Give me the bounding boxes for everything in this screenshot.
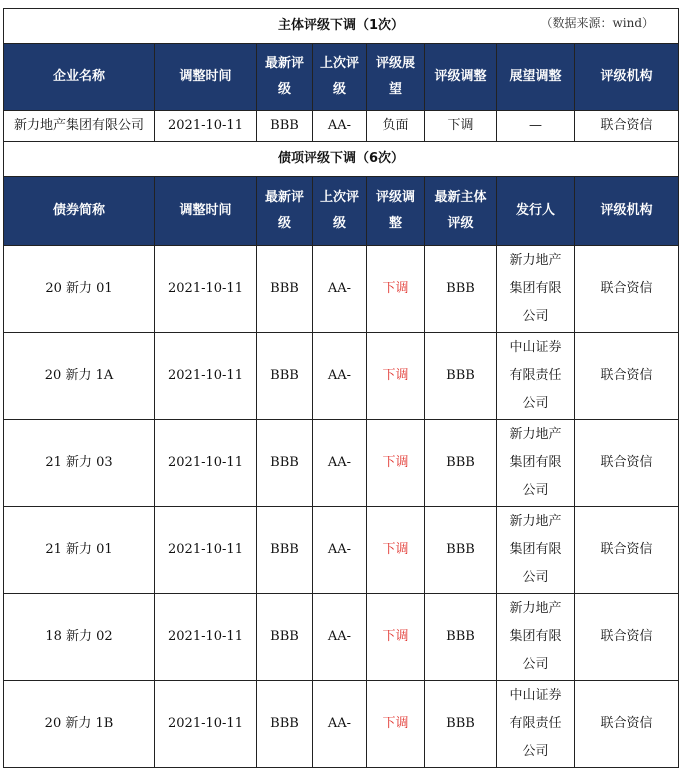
issuer: 中山证券有限责任公司: [497, 681, 575, 768]
rating-change: 下调: [367, 333, 425, 420]
bond-name: 20 新力 01: [4, 246, 155, 333]
column-header: 评级调整: [367, 177, 425, 246]
bond-section-title-row: [4, 142, 679, 177]
previous-rating: AA-: [313, 507, 367, 594]
column-header: 债券简称: [4, 177, 155, 246]
column-header: 评级机构: [575, 44, 679, 111]
previous-rating: AA-: [313, 681, 367, 768]
column-header: 上次评级: [313, 177, 367, 246]
latest-rating: BBB: [257, 507, 313, 594]
latest-rating: BBB: [257, 246, 313, 333]
column-header: 评级调整: [425, 44, 497, 111]
entity-section-title: 主体评级下调（1次）: [278, 18, 405, 33]
column-header: 评级机构: [575, 177, 679, 246]
bond-header-row: [4, 177, 679, 246]
adjust-date: 2021-10-11: [155, 507, 257, 594]
column-header: 展望调整: [497, 44, 575, 111]
previous-rating: AA-: [313, 333, 367, 420]
column-header: 调整时间: [155, 177, 257, 246]
rating-change: 下调: [367, 594, 425, 681]
table-row: [4, 111, 679, 142]
entity-header-row: [4, 44, 679, 111]
rating-agency: 联合资信: [575, 111, 679, 142]
rating-change: 下调: [367, 681, 425, 768]
bond-name: 21 新力 03: [4, 420, 155, 507]
entity-rating: BBB: [425, 681, 497, 768]
issuer: 中山证券有限责任公司: [497, 333, 575, 420]
latest-rating: BBB: [257, 333, 313, 420]
source-note: （数据来源：wind）: [540, 16, 655, 30]
rating-agency: 联合资信: [575, 246, 679, 333]
entity-section-title-cell: [4, 9, 679, 44]
previous-rating: AA-: [313, 111, 367, 142]
adjust-date: 2021-10-11: [155, 246, 257, 333]
table-row: [4, 333, 679, 420]
rating-agency: 联合资信: [575, 681, 679, 768]
adjust-date: 2021-10-11: [155, 333, 257, 420]
column-header: 企业名称: [4, 44, 155, 111]
column-header: 最新主体评级: [425, 177, 497, 246]
rating-downgrade-document: [3, 8, 678, 768]
latest-rating: BBB: [257, 681, 313, 768]
previous-rating: AA-: [313, 246, 367, 333]
rating-outlook: 负面: [367, 111, 425, 142]
previous-rating: AA-: [313, 594, 367, 681]
latest-rating: BBB: [257, 420, 313, 507]
adjust-date: 2021-10-11: [155, 420, 257, 507]
column-header: 最新评级: [257, 44, 313, 111]
entity-section-title-row: [4, 9, 679, 44]
latest-rating: BBB: [257, 594, 313, 681]
issuer: 新力地产集团有限公司: [497, 507, 575, 594]
column-header: 调整时间: [155, 44, 257, 111]
bond-name: 21 新力 01: [4, 507, 155, 594]
table-row: [4, 420, 679, 507]
rating-change: 下调: [367, 420, 425, 507]
rating-change: 下调: [367, 246, 425, 333]
bond-name: 18 新力 02: [4, 594, 155, 681]
table-row: [4, 246, 679, 333]
bond-name: 20 新力 1B: [4, 681, 155, 768]
adjust-date: 2021-10-11: [155, 681, 257, 768]
entity-rating: BBB: [425, 594, 497, 681]
rating-table: [3, 8, 679, 768]
rating-agency: 联合资信: [575, 507, 679, 594]
table-row: [4, 594, 679, 681]
bond-name: 20 新力 1A: [4, 333, 155, 420]
rating-agency: 联合资信: [575, 594, 679, 681]
rating-change: 下调: [425, 111, 497, 142]
column-header: 最新评级: [257, 177, 313, 246]
column-header: 评级展望: [367, 44, 425, 111]
adjust-date: 2021-10-11: [155, 111, 257, 142]
previous-rating: AA-: [313, 420, 367, 507]
bond-section-title: 债项评级下调（6次）: [4, 142, 679, 177]
rating-agency: 联合资信: [575, 420, 679, 507]
table-row: [4, 681, 679, 768]
table-row: [4, 507, 679, 594]
issuer: 新力地产集团有限公司: [497, 246, 575, 333]
column-header: 发行人: [497, 177, 575, 246]
issuer: 新力地产集团有限公司: [497, 594, 575, 681]
entity-rating: BBB: [425, 246, 497, 333]
rating-agency: 联合资信: [575, 333, 679, 420]
adjust-date: 2021-10-11: [155, 594, 257, 681]
outlook-change: —: [497, 111, 575, 142]
entity-rating: BBB: [425, 420, 497, 507]
column-header: 上次评级: [313, 44, 367, 111]
issuer: 新力地产集团有限公司: [497, 420, 575, 507]
latest-rating: BBB: [257, 111, 313, 142]
company-name: 新力地产集团有限公司: [4, 111, 155, 142]
entity-rating: BBB: [425, 507, 497, 594]
entity-rating: BBB: [425, 333, 497, 420]
rating-change: 下调: [367, 507, 425, 594]
